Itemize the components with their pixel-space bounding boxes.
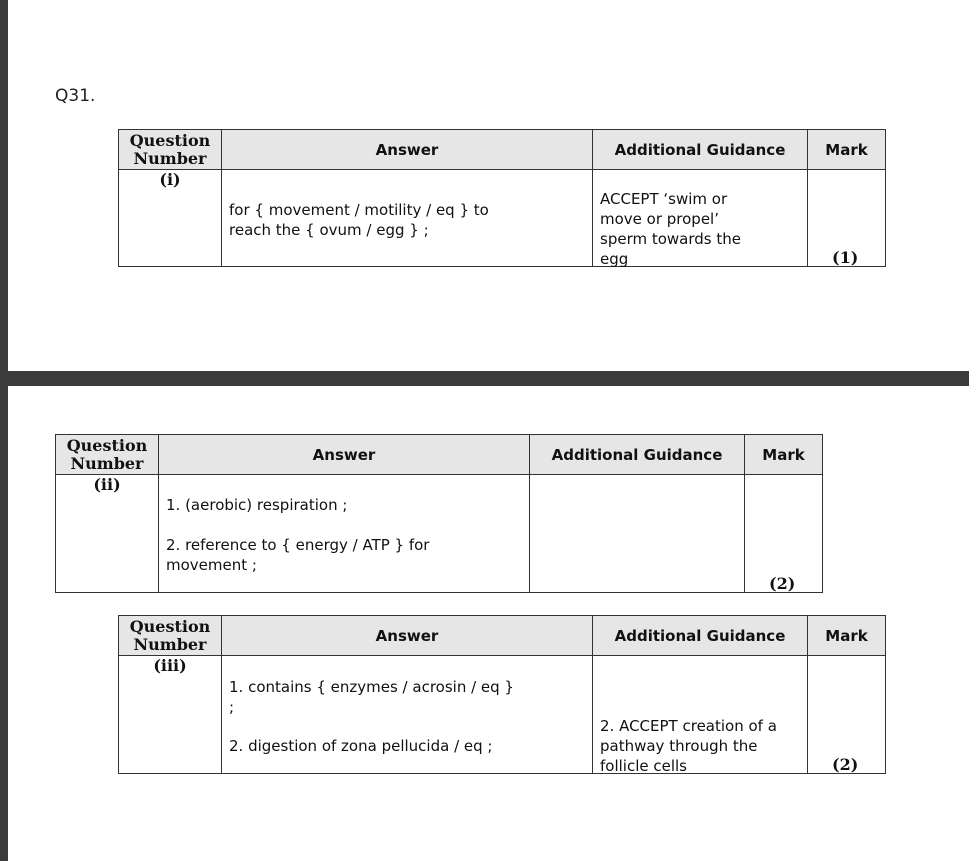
mark-scheme-table-ii	[55, 434, 823, 593]
answer-text: for { movement / motility / eq } to reach the { ovum / egg } ;	[229, 201, 489, 239]
mark-value: (2)	[769, 574, 796, 593]
mark-value: (1)	[832, 248, 859, 267]
question-number: (i)	[159, 170, 181, 189]
left-page-edge	[0, 0, 8, 861]
answer-text: 1. contains { enzymes / acrosin / eq } ;	[229, 678, 514, 716]
header-question-number: Question Number	[66, 436, 148, 473]
header-answer: Answer	[312, 446, 376, 464]
page-divider	[0, 371, 969, 386]
header-additional-guidance: Additional Guidance	[551, 446, 723, 464]
header-additional-guidance: Additional Guidance	[614, 141, 786, 159]
question-number: (ii)	[93, 475, 121, 494]
guidance-text: ACCEPT ‘swim or move or propel’ sperm towards the egg	[600, 190, 741, 268]
header-question-number: Question Number	[129, 131, 211, 168]
question-number: (iii)	[153, 656, 187, 675]
answer-text: 2. reference to { energy / ATP } for movement ;	[166, 536, 430, 574]
mark-scheme-table-iii	[118, 615, 886, 774]
header-additional-guidance: Additional Guidance	[614, 627, 786, 645]
answer-text: 2. digestion of zona pellucida / eq ;	[229, 737, 493, 755]
header-answer: Answer	[375, 627, 439, 645]
mark-value: (2)	[832, 755, 859, 774]
mark-scheme-table-i	[118, 129, 886, 267]
header-mark: Mark	[825, 141, 868, 159]
header-mark: Mark	[762, 446, 805, 464]
guidance-text: 2. ACCEPT creation of a pathway through the follicle cells	[600, 717, 777, 775]
header-answer: Answer	[375, 141, 439, 159]
header-mark: Mark	[825, 627, 868, 645]
question-label: Q31.	[55, 86, 96, 106]
answer-text: 1. (aerobic) respiration ;	[166, 496, 348, 514]
header-question-number: Question Number	[129, 617, 211, 654]
